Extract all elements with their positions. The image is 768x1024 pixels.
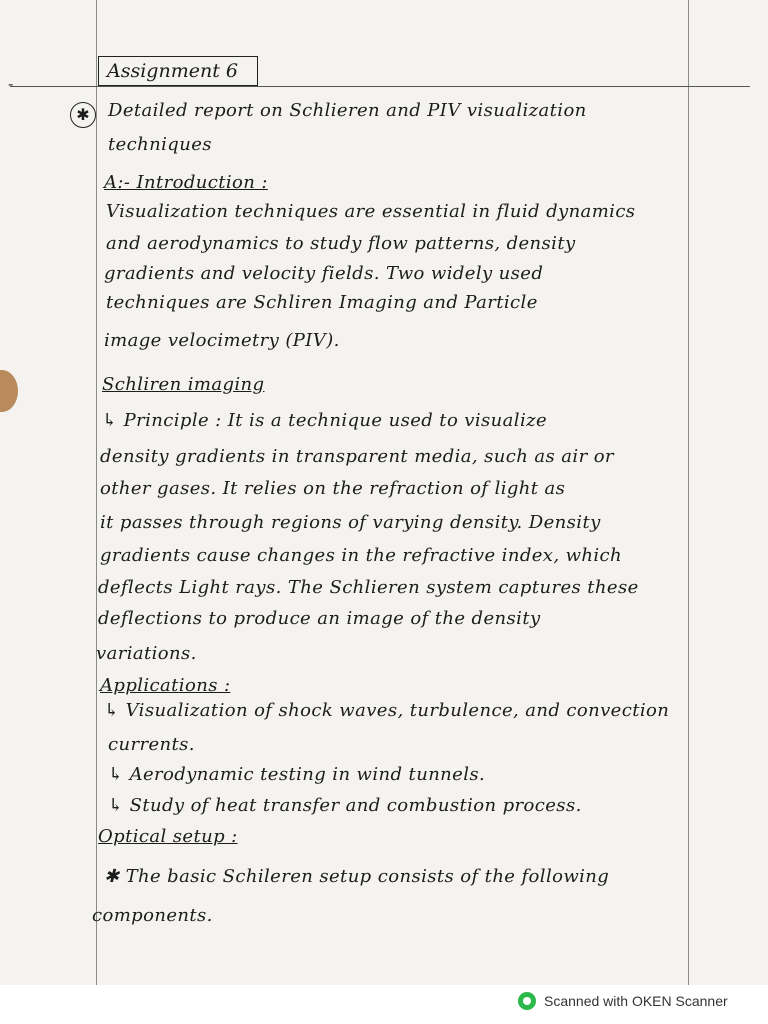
intro-line-2: and aerodynamics to study flow patterns, density: [106, 233, 576, 254]
schlieren-heading: Schliren imaging: [102, 374, 265, 395]
principle-line-5: gradients cause changes in the refractive index, which: [100, 545, 623, 566]
intro-line-5: image velocimetry (PIV).: [104, 330, 340, 351]
optical-line-1: ✱ The basic Schileren setup consists of the following: [104, 866, 610, 887]
intro-line-3: gradients and velocity fields. Two widely used: [104, 263, 544, 284]
applications-heading: Applications :: [100, 675, 231, 696]
application-line-2: currents.: [108, 734, 195, 755]
edge-mark: -: [8, 74, 14, 93]
principle-line-7: deflections to produce an image of the density: [98, 608, 541, 629]
scanner-finger-shadow: [0, 370, 18, 412]
principle-line-2: density gradients in transparent media, such as air or: [100, 446, 614, 467]
application-line-3: ↳ Aerodynamic testing in wind tunnels.: [108, 764, 486, 785]
principle-line-3: other gases. It relies on the refraction of light as: [100, 478, 566, 499]
optical-setup-heading: Optical setup :: [98, 826, 238, 847]
assignment-title: Assignment 6: [98, 56, 258, 86]
principle-line-8: variations.: [96, 643, 197, 664]
intro-line-1: Visualization techniques are essential in fluid dynamics: [106, 201, 636, 222]
scanner-watermark: [518, 990, 728, 1012]
application-line-1: ↳ Visualization of shock waves, turbulence, and convection: [104, 700, 670, 721]
right-margin-rule: [688, 0, 689, 985]
header-rule: [10, 86, 750, 87]
application-line-4: ↳ Study of heat transfer and combustion process.: [108, 795, 582, 816]
scanner-watermark-text: Scanned with OKEN Scanner: [544, 993, 728, 1009]
intro-line-4: techniques are Schliren Imaging and Particle: [106, 292, 538, 313]
heading-line-2: techniques: [108, 134, 212, 155]
intro-heading: A:- Introduction :: [104, 172, 268, 193]
principle-line-1: ↳ Principle : It is a technique used to visualize: [102, 410, 548, 431]
optical-line-2: components.: [92, 905, 213, 926]
oken-scanner-logo-icon: [518, 992, 536, 1010]
left-margin-rule: [96, 0, 97, 985]
principle-line-6: deflects Light rays. The Schlieren system captures these: [98, 577, 639, 598]
heading-marker-icon: ✱: [70, 102, 96, 128]
principle-line-4: it passes through regions of varying density. Density: [100, 512, 601, 533]
heading-line-1: Detailed report on Schlieren and PIV visualization: [108, 100, 587, 121]
